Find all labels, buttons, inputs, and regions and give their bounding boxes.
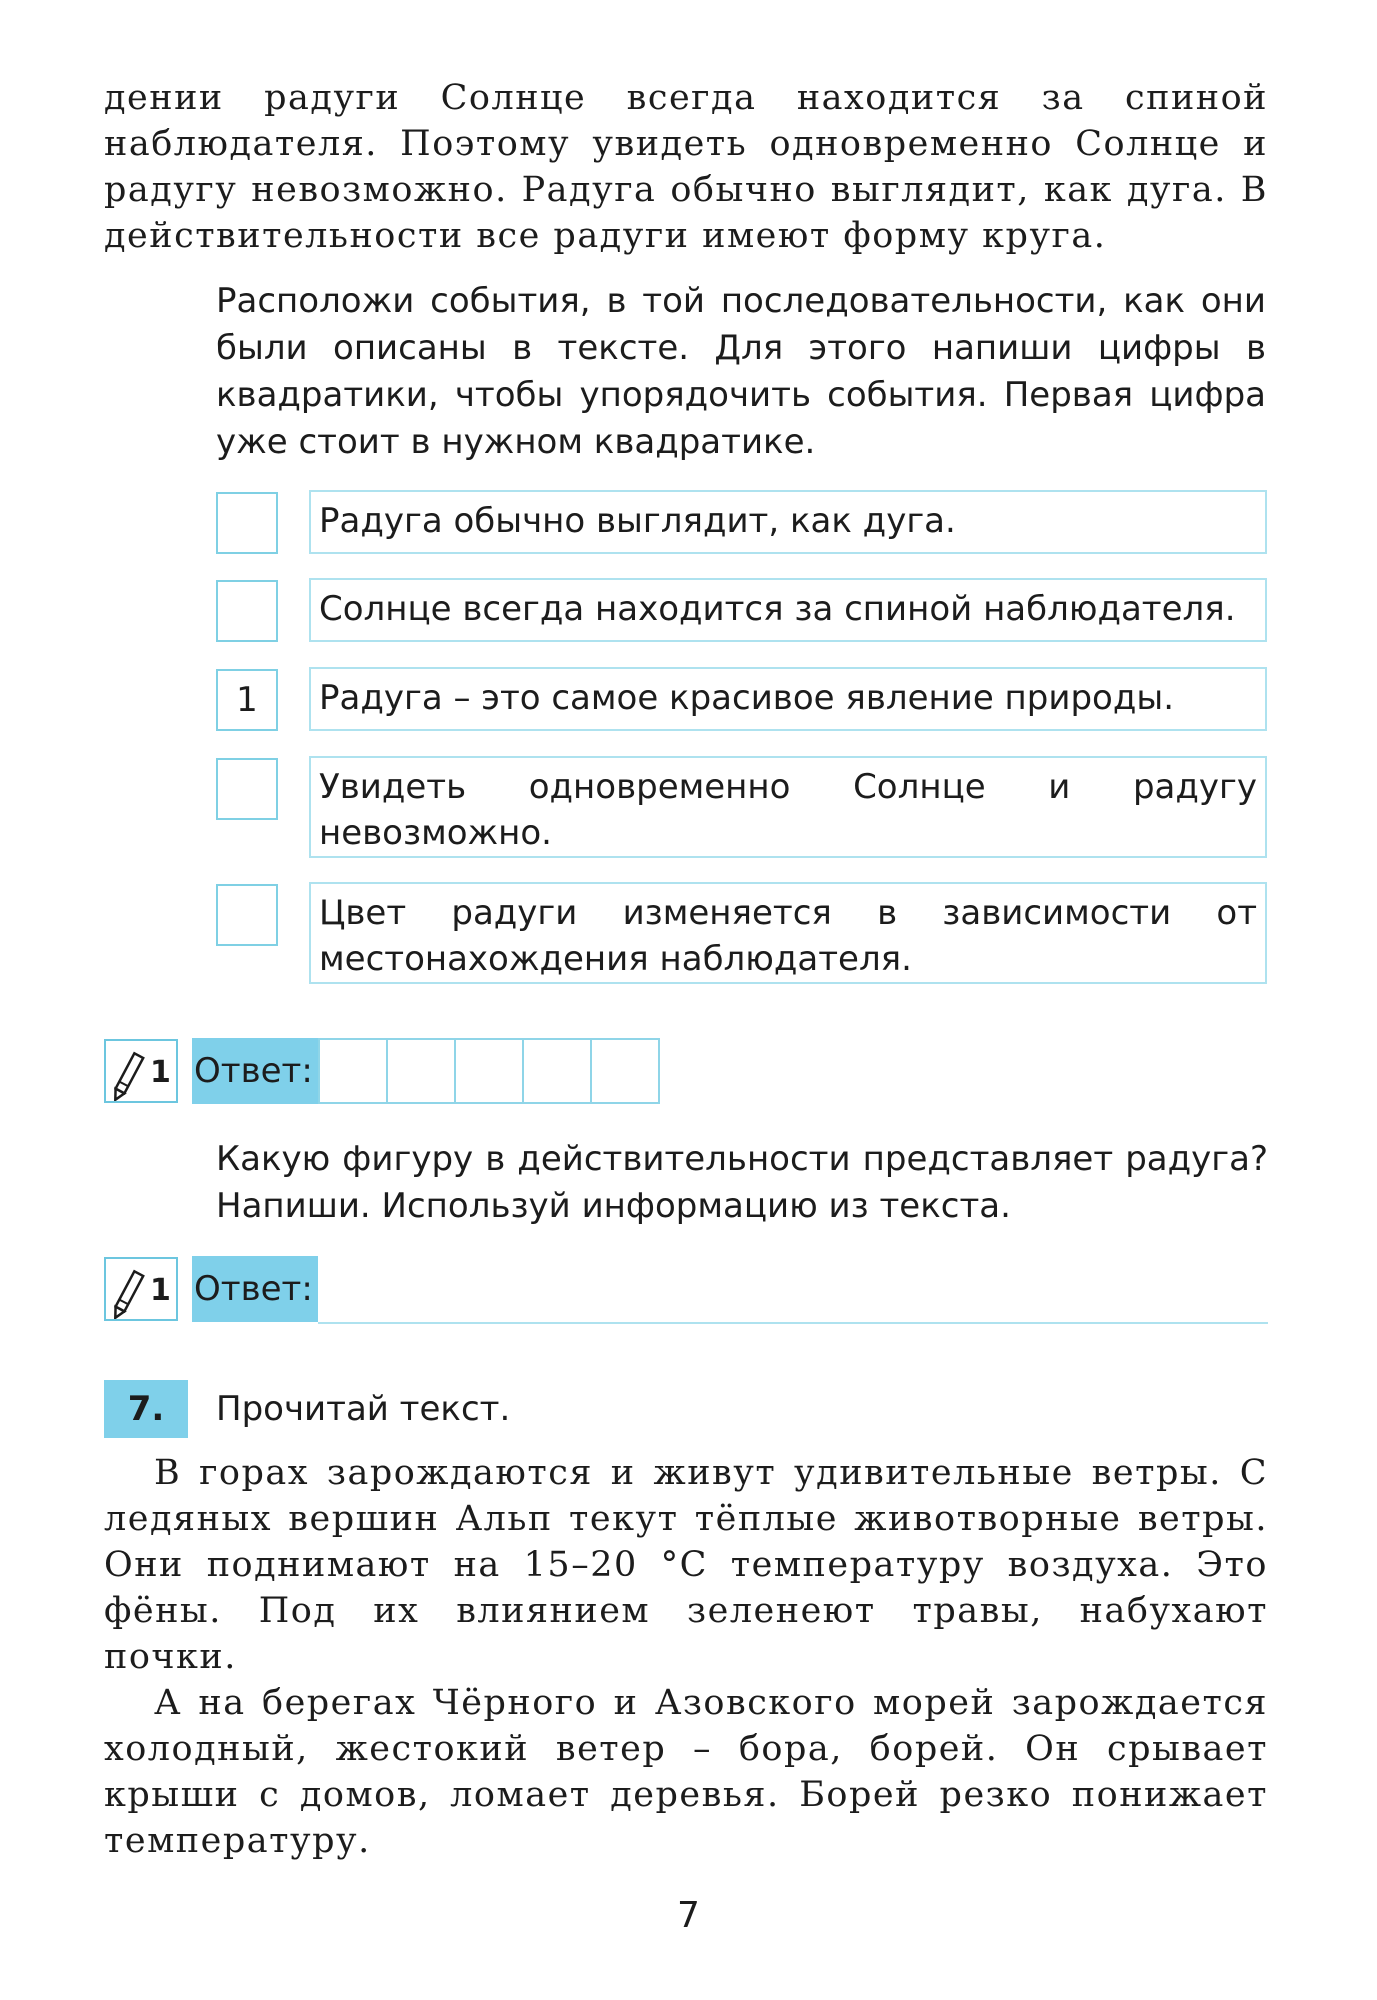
answer-cell[interactable]	[318, 1038, 388, 1104]
task-title: Прочитай текст.	[216, 1389, 511, 1429]
task-number: 7.	[104, 1380, 188, 1438]
order-box-4[interactable]	[216, 758, 278, 820]
answer-label: Ответ:	[192, 1038, 318, 1104]
event-text-2: Солнце всегда находится за спиной наблюдателя.	[309, 578, 1267, 642]
pencil-points-badge	[104, 1039, 178, 1103]
answer-cell[interactable]	[590, 1038, 660, 1104]
points-value: 1	[150, 1273, 171, 1308]
intro-paragraph: дении радуги Солнце всегда находится за спиной наблюдателя. Поэтому увидеть одновременно Солнце и радугу невозможно. Радуга обычно выглядит, как дуга. В действительности все радуги имеют форму круга.	[104, 78, 1268, 256]
order-box-3[interactable]: 1	[216, 669, 278, 731]
answer-cell[interactable]	[454, 1038, 524, 1104]
event-text-1: Радуга обычно выглядит, как дуга.	[309, 490, 1267, 554]
event-text-3: Радуга – это самое красивое явление природы.	[309, 667, 1267, 731]
page-number: 7	[677, 1895, 700, 1936]
task-instruction: Расположи события, в той последовательности, как они были описаны в тексте. Для этого напиши цифры в квадратики, чтобы упорядочить события. Первая цифра уже стоит в нужном квадратике.	[216, 281, 1266, 462]
answer-input-line[interactable]	[318, 1322, 1268, 1324]
answer-label: Ответ:	[192, 1256, 318, 1322]
order-box-1[interactable]	[216, 492, 278, 554]
event-text-5: Цвет радуги изменяется в зависимости от местонахождения наблюдателя.	[309, 882, 1267, 984]
order-box-5[interactable]	[216, 884, 278, 946]
answer-cell[interactable]	[522, 1038, 592, 1104]
text-paragraph-1: В горах зарождаются и живут удивительные ветры. С ледяных вершин Альп текут тёплые животворные ветры. Они поднимают на 15–20 °C температуру воздуха. Это фёны. Под их влиянием зеленеют травы, набухают почки.	[104, 1453, 1268, 1677]
question-2: Какую фигуру в действительности представляет радуга? Напиши. Используй информацию из текста.	[216, 1139, 1268, 1226]
pencil-points-badge	[104, 1257, 178, 1321]
answer-cell[interactable]	[386, 1038, 456, 1104]
event-text-4: Увидеть одновременно Солнце и радугу невозможно.	[309, 756, 1267, 858]
text-paragraph-2: А на берегах Чёрного и Азовского морей зарождается холодный, жестокий ветер – бора, борей. Он срывает крыши с домов, ломает деревья. Борей резко понижает температуру.	[104, 1683, 1268, 1861]
points-value: 1	[150, 1055, 171, 1090]
order-box-2[interactable]	[216, 580, 278, 642]
